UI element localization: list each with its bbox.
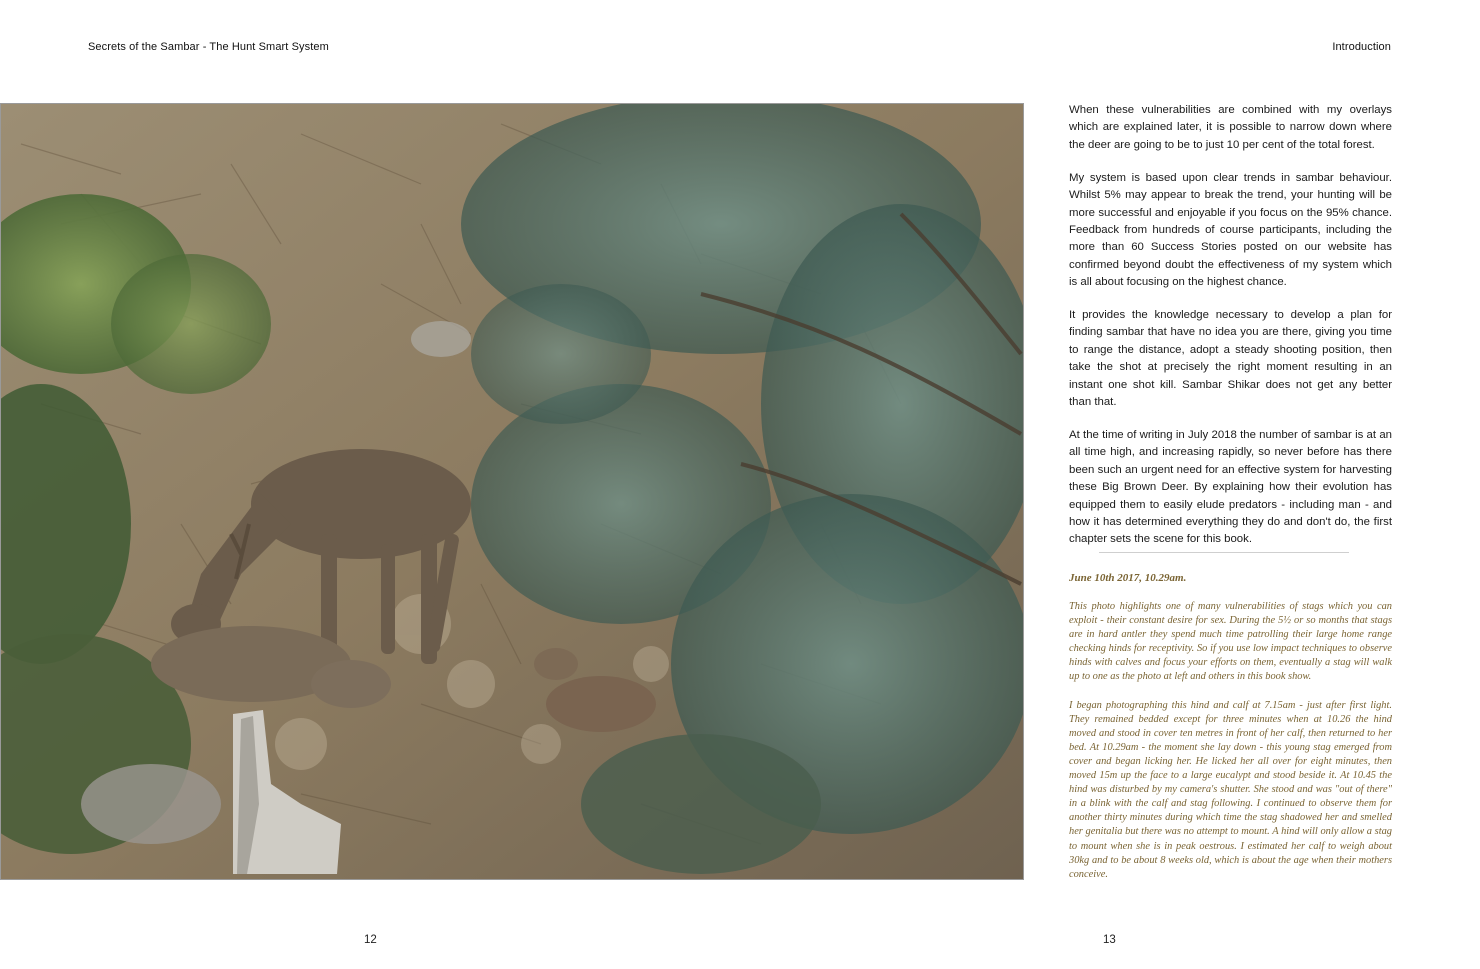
body-paragraph: My system is based upon clear trends in sambar behaviour. Whilst 5% may appear to break the trend, your hunting will be more successful and enjoyable if you focus on the 95% chance. Feedback from hundreds of course participants, including the more than 60 Success Stories posted on our website has confirmed beyond doubt the effectiveness of my system which is all about focusing on the highest chance. [1069,171,1392,289]
page-number-left: 12 [364,934,377,946]
photo-caption [1069,600,1392,896]
running-head-book-title: Secrets of the Sambar - The Hunt Smart System [88,41,329,53]
body-paragraph: It provides the knowledge necessary to develop a plan for finding sambar that have no idea you are there, giving you time to range the distance, adopt a steady shooting position, then take the shot at precisely the right moment resulting in an instant one shot kill. Sambar Shikar does not get any better than that. [1069,309,1392,409]
sambar-photo [0,103,1024,880]
page-number-right: 13 [1103,934,1116,946]
caption-paragraph: This photo highlights one of many vulnerabilities of stags which you can exploit - their constant desire for sex. During the 5½ or so months that stags are in hard antler they spend much time patrolling their large home range checking hinds for receptivity. So if you use low impact techniques to observe hinds with calves and focus your efforts on them, eventually a stag will walk up to one as the photo at left and others in this book show. [1069,601,1392,683]
caption-paragraph: I began photographing this hind and calf at 7.15am - just after first light. They remained bedded except for three minutes when at 10.26 the hind moved and stood in cover ten metres in front of her calf, then returned to her bed. At 10.29am - the moment she lay down - this young stag emerged from cover and began licking her. He licked her all over for eight minutes, then moved 15m up the face to a large eucalypt and stood beside it. At 10.45 the hind was disturbed by my camera's shutter. She stood and was "out of there" in a blink with the calf and stag following. I continued to observe them for another thirty minutes during which time the stag shadowed her and smelled her genitalia but there was no attempt to mount. A hind will only allow a stag to mount when she is in peak oestrous. I estimated her calf to weigh about 30kg and to be about 8 weeks old, which is about the age when their mothers conceive. [1069,699,1392,880]
body-paragraph: At the time of writing in July 2018 the number of sambar is at an all time high, and increasing rapidly, so never before has there been such an urgent need for an effective system for harvesting these Big Brown Deer. By explaining how their evolution has equipped them to easily elude predators - including man - and how it has determined everything they do and don't do, the first chapter sets the scene for this book. [1069,429,1392,546]
caption-divider [1099,552,1349,553]
caption-title: June 10th 2017, 10.29am. [1069,572,1187,584]
body-text [1069,102,1392,564]
running-head-section: Introduction [1332,41,1391,53]
body-paragraph: When these vulnerabilities are combined with my overlays which are explained later, it is possible to narrow down where the deer are going to be to just 10 per cent of the total forest. [1069,104,1392,151]
